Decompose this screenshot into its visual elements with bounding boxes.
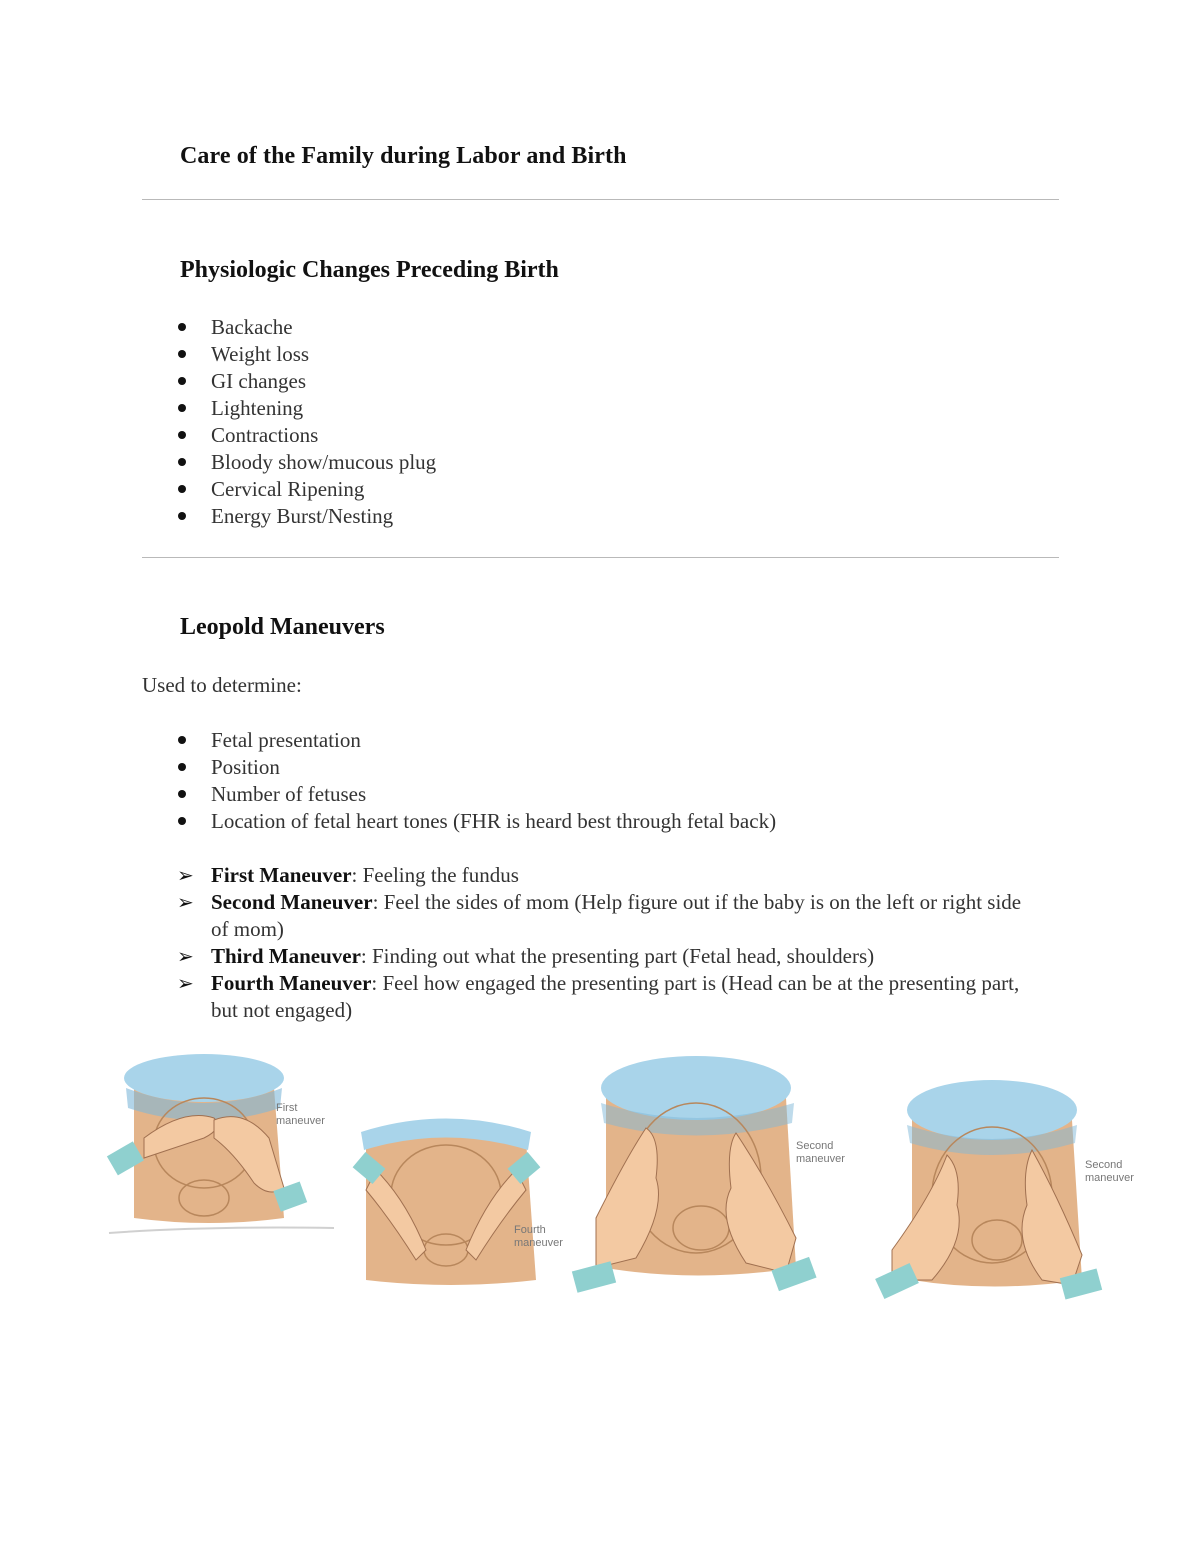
bullet-icon — [178, 763, 186, 771]
list-item: Cervical Ripening — [180, 476, 436, 503]
abdomen-illustration-icon — [346, 1110, 576, 1290]
maneuver-item: ➢ Fourth Maneuver: Feel how engaged the presenting part is (Head can be at the presenting part, but not engaged) — [177, 971, 1020, 1022]
maneuver-item: ➢ First Maneuver: Feeling the fundus — [177, 863, 519, 887]
list-item: Lightening — [180, 395, 436, 422]
list-item: Energy Burst/Nesting — [180, 503, 436, 530]
bullet-icon — [178, 377, 186, 385]
bullet-icon — [178, 790, 186, 798]
figure-caption: First maneuver — [276, 1102, 325, 1127]
bullet-icon — [178, 817, 186, 825]
list-item: Backache — [180, 314, 436, 341]
arrow-bullet-icon: ➢ — [177, 890, 194, 914]
bullet-icon — [178, 458, 186, 466]
abdomen-illustration-icon — [566, 1048, 866, 1293]
section-heading-physiologic-changes: Physiologic Changes Preceding Birth — [180, 257, 559, 283]
horizontal-rule — [142, 557, 1059, 558]
arrow-bullet-icon: ➢ — [177, 944, 194, 968]
bullet-icon — [178, 431, 186, 439]
figure-caption: Second maneuver — [1085, 1159, 1134, 1184]
fourth-maneuver-illustration — [346, 1110, 576, 1290]
figure-caption: Second maneuver — [796, 1140, 845, 1165]
list-item: Weight loss — [180, 341, 436, 368]
bullet-icon — [178, 512, 186, 520]
list-item: GI changes — [180, 368, 436, 395]
bullet-icon — [178, 736, 186, 744]
second-maneuver-illustration — [566, 1048, 866, 1293]
abdomen-illustration-icon — [872, 1075, 1152, 1300]
section-heading-leopold: Leopold Maneuvers — [180, 614, 385, 640]
list-item: Location of fetal heart tones (FHR is heard best through fetal back) — [180, 808, 776, 835]
abdomen-illustration-icon — [104, 1048, 344, 1248]
list-item: Contractions — [180, 422, 436, 449]
maneuver-item: ➢ Second Maneuver: Feel the sides of mom (Help figure out if the baby is on the left or right side of mom) — [177, 890, 1022, 941]
document-title: Care of the Family during Labor and Birth — [180, 143, 627, 169]
bullet-icon — [178, 404, 186, 412]
arrow-bullet-icon: ➢ — [177, 863, 194, 887]
figure-caption: Fourth maneuver — [514, 1224, 563, 1249]
first-maneuver-illustration — [104, 1048, 344, 1248]
bullet-icon — [178, 323, 186, 331]
bullet-icon — [178, 485, 186, 493]
arrow-bullet-icon: ➢ — [177, 971, 194, 995]
horizontal-rule — [142, 199, 1059, 200]
intro-text: Used to determine: — [142, 673, 302, 697]
list-item: Position — [180, 754, 776, 781]
maneuvers-list — [177, 862, 1041, 1024]
maneuver-item: ➢ Third Maneuver: Finding out what the presenting part (Fetal head, shoulders) — [177, 944, 875, 968]
leopold-purpose-list — [180, 727, 776, 835]
physiologic-changes-list — [180, 314, 436, 530]
second-maneuver-illustration — [872, 1075, 1152, 1300]
list-item: Number of fetuses — [180, 781, 776, 808]
list-item: Bloody show/mucous plug — [180, 449, 436, 476]
list-item: Fetal presentation — [180, 727, 776, 754]
bullet-icon — [178, 350, 186, 358]
